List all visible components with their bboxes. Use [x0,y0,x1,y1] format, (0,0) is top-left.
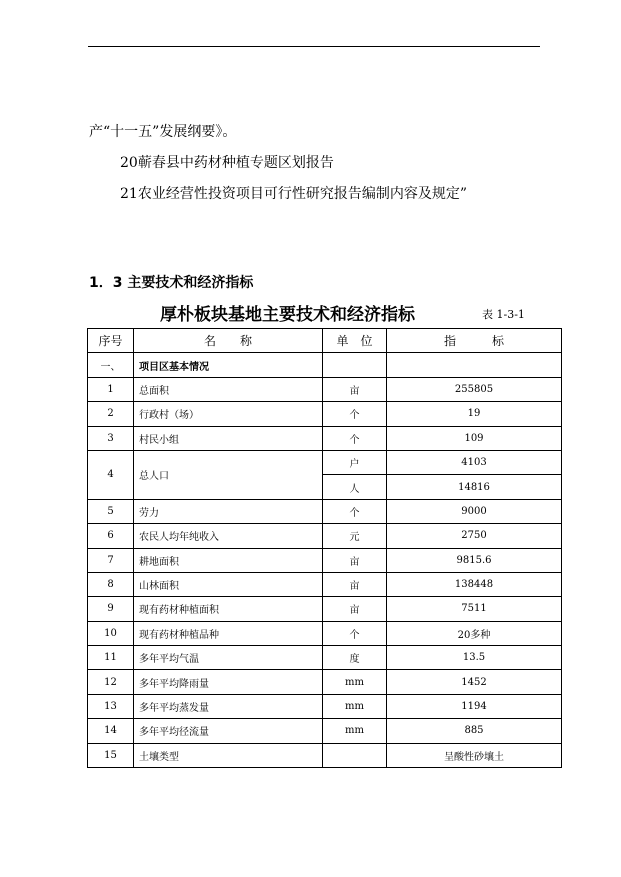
table-row [88,621,562,645]
category-name: 项目区基本情况 [134,353,323,377]
row-name: 现有药材种植面积 [134,597,323,621]
row-name: 山林面积 [134,572,323,596]
row-no: 15 [88,743,134,767]
row-unit: mm [323,670,387,694]
section-heading: 1．3 主要技术和经济指标 [89,275,254,291]
table-row [88,646,562,670]
category-unit [323,353,387,377]
row-no: 9 [88,597,134,621]
row-no: 13 [88,694,134,718]
row-name: 耕地面积 [134,548,323,572]
row-no: 7 [88,548,134,572]
table-row [88,597,562,621]
row-value: 7511 [387,597,562,621]
row-value: 1452 [387,670,562,694]
table-row [88,670,562,694]
row-unit [323,743,387,767]
row-unit: 元 [323,524,387,548]
row-no: 5 [88,499,134,523]
row-value: 20多种 [387,621,562,645]
table-row [88,402,562,426]
row-value: 9815.6 [387,548,562,572]
row-name: 农民人均年纯收入 [134,524,323,548]
row-name: 土壤类型 [134,743,323,767]
row-no: 11 [88,646,134,670]
row-name: 总面积 [134,377,323,401]
row-unit: 亩 [323,572,387,596]
table-row [88,743,562,767]
row-no: 12 [88,670,134,694]
row-unit: mm [323,694,387,718]
row-value: 109 [387,426,562,450]
row-value: 13.5 [387,646,562,670]
row-no: 3 [88,426,134,450]
row-name: 多年平均蒸发量 [134,694,323,718]
row-no: 8 [88,572,134,596]
row-unit: 个 [323,402,387,426]
row-no: 4 [88,450,134,499]
category-no: 一、 [88,353,134,377]
category-row [88,353,562,377]
row-unit: 度 [323,646,387,670]
row-name: 劳力 [134,499,323,523]
text-line-3: 21农业经营性投资项目可行性研究报告编制内容及规定” [120,186,467,202]
table-row [88,572,562,596]
row-unit: 个 [323,499,387,523]
table-header-row [88,329,562,353]
row-unit: 个 [323,426,387,450]
row-value: 14816 [387,475,562,499]
header-unit: 单 位 [323,329,387,353]
row-name: 行政村（场） [134,402,323,426]
header-no: 序号 [88,329,134,353]
table-row [88,426,562,450]
row-name: 多年平均气温 [134,646,323,670]
table-row [88,499,562,523]
text-line-1: 产“十一五”发展纲要》。 [89,124,237,140]
row-unit: 人 [323,475,387,499]
header-value: 指 标 [387,329,562,353]
row-name: 村民小组 [134,426,323,450]
table-row [88,719,562,743]
row-no: 14 [88,719,134,743]
row-name: 多年平均降雨量 [134,670,323,694]
table-row [88,548,562,572]
row-value: 4103 [387,450,562,474]
text-line-2: 20蕲春县中药材种植专题区划报告 [120,155,334,171]
table-row [88,694,562,718]
row-value: 呈酸性砂壤土 [387,743,562,767]
header-rule [88,46,540,47]
category-value [387,353,562,377]
row-name: 多年平均径流量 [134,719,323,743]
indicators-table [87,328,562,768]
row-unit: mm [323,719,387,743]
row-unit: 户 [323,450,387,474]
row-no: 2 [88,402,134,426]
row-no: 10 [88,621,134,645]
row-name: 总人口 [134,450,323,499]
row-name: 现有药材种植品种 [134,621,323,645]
row-value: 255805 [387,377,562,401]
row-value: 138448 [387,572,562,596]
table-row [88,524,562,548]
row-no: 6 [88,524,134,548]
row-value: 885 [387,719,562,743]
header-name: 名 称 [134,329,323,353]
row-value: 9000 [387,499,562,523]
row-no: 1 [88,377,134,401]
table-title: 厚朴板块基地主要技术和经济指标 [160,305,415,325]
row-unit: 亩 [323,377,387,401]
row-value: 19 [387,402,562,426]
row-value: 1194 [387,694,562,718]
table-row [88,377,562,401]
row-value: 2750 [387,524,562,548]
row-unit: 个 [323,621,387,645]
row-unit: 亩 [323,548,387,572]
table-row [88,450,562,474]
row-unit: 亩 [323,597,387,621]
table-number: 表 1-3-1 [482,308,525,321]
